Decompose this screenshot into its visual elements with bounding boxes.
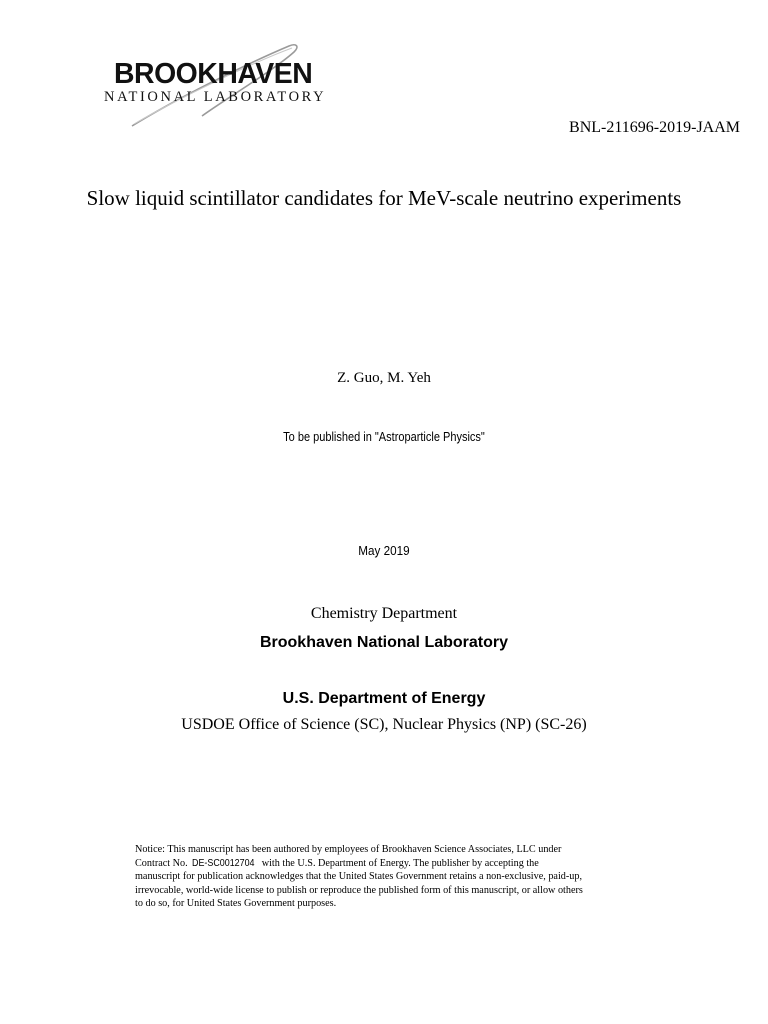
laboratory-name: Brookhaven National Laboratory [259,634,509,651]
logo-name: BROOKHAVEN [114,58,313,90]
office-name: USDOE Office of Science (SC), Nuclear Physics (NP) (SC-26) [181,716,587,733]
department: Chemistry Department [310,605,458,622]
notice-line: to do so, for United States Government purposes. [135,898,337,909]
authors: Z. Guo, M. Yeh [337,370,431,386]
notice-line [135,857,655,871]
publication-date: May 2019 [358,543,410,558]
logo-subtitle: NATIONAL LABORATORY [104,89,327,105]
contract-number: DE-SC0012704 [191,856,255,869]
notice-line: Notice: This manuscript has been authored by employees of Brookhaven Science Associates, LLC under [135,844,562,855]
notice-line: irrevocable, world-wide license to publish or reproduce the published form of this manuscript, or allow others [135,884,583,896]
copyright-notice [135,843,655,911]
notice-line: manuscript for publication acknowledges that the United States Government retains a non-exclusive, paid-up, [135,871,582,882]
agency-name: U.S. Department of Energy [282,690,486,707]
document-title: Slow liquid scintillator candidates for MeV-scale neutrino experiments [86,186,682,210]
contract-label: Contract No. [135,857,188,869]
brookhaven-logo [104,40,364,132]
notice-text: with the U.S. Department of Energy. The publisher by accepting the [261,857,539,869]
report-number: BNL-211696-2019-JAAM [569,119,740,136]
publication-note: To be published in "Astroparticle Physics" [283,430,485,444]
